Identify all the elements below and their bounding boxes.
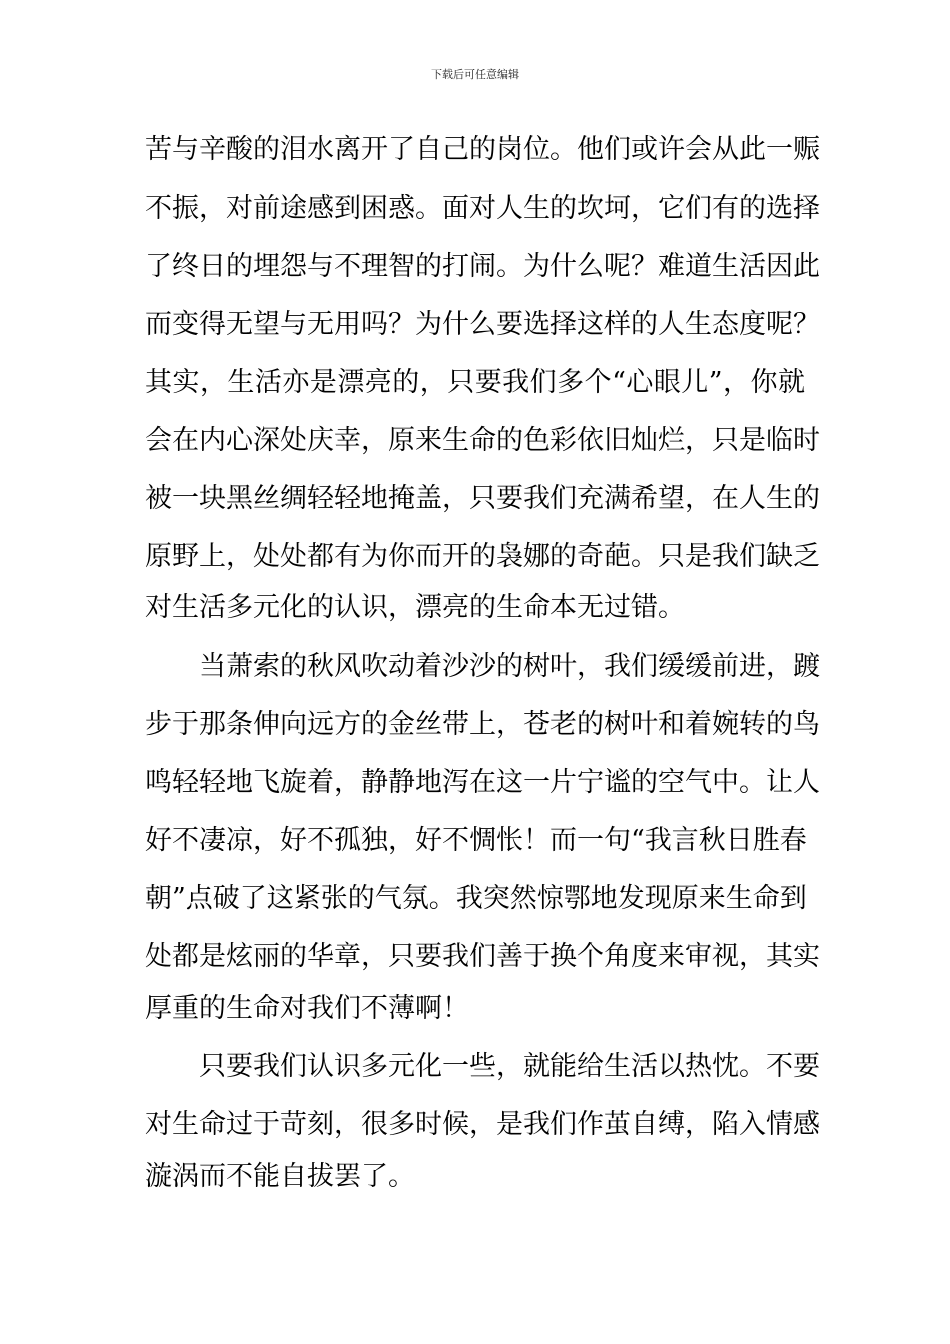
text-line: 当萧索的秋风吹动着沙沙的树叶，我们缓缓前进，踱 — [199, 651, 820, 682]
text-line: 而变得无望与无用吗？为什么要选择这样的人生态度呢？ — [145, 309, 820, 340]
text-line: 朝”点破了这紧张的气氛。我突然惊鄂地发现原来生命到 — [145, 883, 807, 914]
text-line: 好不凄凉，好不孤独，好不惆怅！而一句“我言秋日胜春 — [145, 825, 807, 856]
text-line: 漩涡而不能自拔罢了。 — [145, 1161, 415, 1192]
page-header: 下载后可任意编辑 — [431, 68, 519, 81]
text-line: 步于那条伸向远方的金丝带上，苍老的树叶和着婉转的鸟 — [145, 709, 820, 740]
text-line: 只要我们认识多元化一些，就能给生活以热忱。不要 — [199, 1051, 820, 1082]
text-line: 了终日的埋怨与不理智的打闹。为什么呢？难道生活因此 — [145, 251, 820, 282]
text-line: 其实，生活亦是漂亮的，只要我们多个“心眼儿”，你就 — [145, 367, 805, 398]
text-line: 鸣轻轻地飞旋着，静静地泻在这一片宁谧的空气中。让人 — [145, 767, 820, 798]
text-line: 原野上，处处都有为你而开的袅娜的奇葩。只是我们缺乏 — [145, 541, 820, 572]
text-line: 处都是炫丽的华章，只要我们善于换个角度来审视，其实 — [145, 941, 820, 972]
text-line: 不振，对前途感到困惑。面对人生的坎坷，它们有的选择 — [145, 193, 820, 224]
text-line: 厚重的生命对我们不薄啊！ — [145, 993, 469, 1024]
text-line: 会在内心深处庆幸，原来生命的色彩依旧灿烂，只是临时 — [145, 425, 820, 456]
text-line: 对生命过于苛刻，很多时候，是我们作茧自缚，陷入情感 — [145, 1109, 820, 1140]
text-line: 苦与辛酸的泪水离开了自己的岗位。他们或许会从此一赈 — [145, 134, 820, 165]
text-line: 被一块黑丝绸轻轻地掩盖，只要我们充满希望，在人生的 — [145, 483, 820, 514]
text-line: 对生活多元化的认识，漂亮的生命本无过错。 — [145, 592, 685, 623]
